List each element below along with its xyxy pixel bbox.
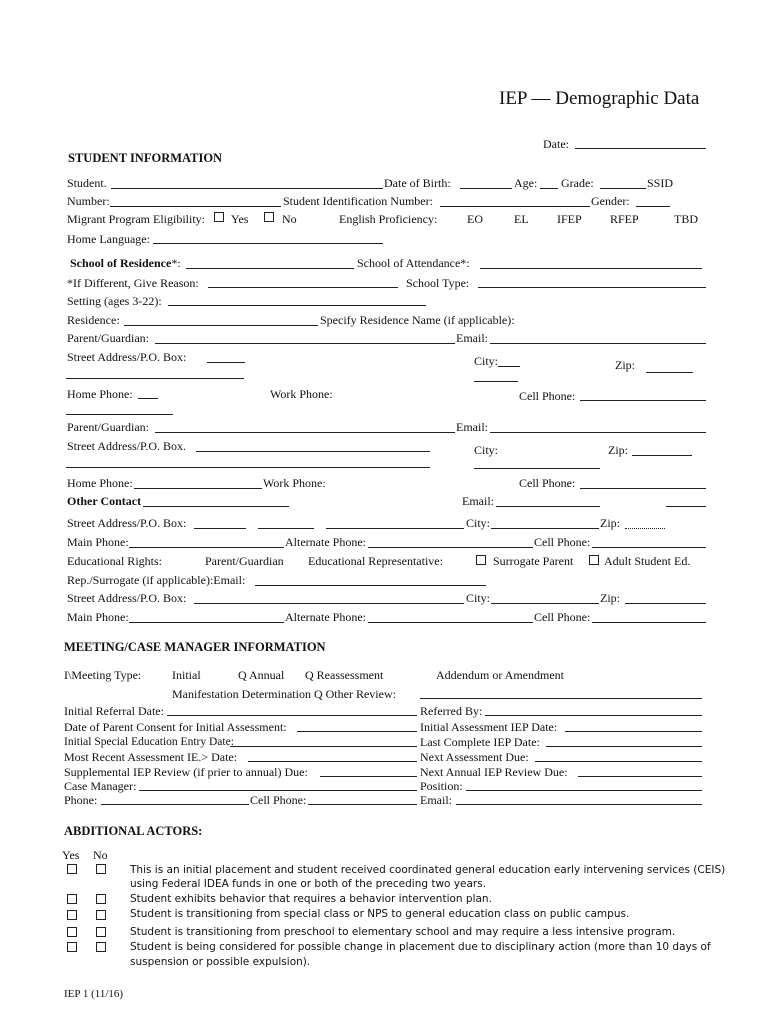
age-label: Age:: [514, 176, 538, 190]
student-info-heading: STUDENT INFORMATION: [68, 151, 223, 165]
main-phone-2-label: Main Phone:: [67, 610, 129, 624]
main-phone-1-field[interactable]: [129, 547, 284, 548]
rfep-option[interactable]: RFEP: [610, 212, 639, 226]
date-label: Date:: [543, 137, 569, 151]
student-field[interactable]: [111, 188, 383, 189]
main-phone-1-label: Main Phone:: [67, 535, 129, 549]
sid-field[interactable]: [440, 206, 590, 207]
student-label: Student.: [67, 176, 107, 190]
cell-phone-1-label: Cell Phone:: [519, 389, 576, 403]
manifestation-option[interactable]: Manifestation Determination Q Other Review:: [172, 687, 396, 701]
home-phone-1-field-line2[interactable]: [66, 414, 173, 415]
city-3-field[interactable]: [491, 528, 599, 529]
tbd-option[interactable]: TBD: [674, 212, 698, 226]
setting-field[interactable]: [168, 305, 426, 306]
work-phone-2-label: Work Phone:: [263, 476, 326, 490]
zip-2-field[interactable]: [632, 455, 692, 456]
reassessment-option[interactable]: Q Reassessment: [305, 668, 384, 682]
main-phone-2-field[interactable]: [129, 622, 284, 623]
grade-label: Grade:: [561, 176, 594, 190]
factor-1-text: This is an initial placement and student received coordinated general education early intervening services (CEIS): [130, 864, 726, 876]
phone-label: Phone:: [64, 793, 98, 807]
street-1-field-line2[interactable]: [66, 378, 244, 379]
home-language-field[interactable]: [153, 243, 383, 244]
case-manager-cell-field[interactable]: [308, 804, 417, 805]
parent-consent-field[interactable]: [297, 731, 417, 732]
case-manager-label: Case Manager:: [64, 779, 137, 793]
zip-3-label: Zip:: [600, 516, 620, 530]
cell-phone-3-field[interactable]: [592, 547, 706, 548]
factors-yes-header: Yes: [62, 848, 80, 862]
initial-iep-field[interactable]: [565, 731, 702, 732]
cell-phone-2-label: Cell Phone:: [519, 476, 576, 490]
school-residence-label: School of Residence*:: [70, 256, 181, 270]
date-field[interactable]: [575, 148, 706, 149]
school-residence-field[interactable]: [186, 268, 354, 269]
zip-4-label: Zip:: [600, 591, 620, 605]
alternate-phone-2-label: Alternate Phone:: [285, 610, 366, 624]
if-different-field[interactable]: [208, 287, 398, 288]
rep-surrogate-email-label: Rep./Surrogate (if applicable):Email:: [67, 573, 246, 587]
supplemental-label: Supplemental IEP Review (if prier to annual) Due:: [64, 765, 308, 779]
parent-guardian-2-field[interactable]: [155, 432, 455, 433]
dob-field[interactable]: [460, 188, 512, 189]
cell-phone-1-field[interactable]: [580, 400, 706, 401]
home-phone-2-label: Home Phone:: [67, 476, 133, 490]
street-2-label: Street Address/P.O. Box.: [67, 439, 187, 453]
next-annual-label: Next Annual IEP Review Due:: [420, 765, 568, 779]
zip-1-field[interactable]: [646, 372, 693, 373]
last-iep-label: Last Complete IEP Date:: [420, 735, 540, 749]
cell-phone-4-label: Cell Phone:: [534, 610, 591, 624]
school-type-label: School Type:: [406, 276, 470, 290]
surrogate-parent-label: Surrogate Parent: [493, 554, 574, 568]
last-iep-field[interactable]: [546, 746, 702, 747]
case-manager-email-field[interactable]: [456, 804, 702, 805]
other-email-field-2[interactable]: [666, 506, 706, 507]
cell-phone-4-field[interactable]: [592, 622, 706, 623]
position-field[interactable]: [466, 790, 702, 791]
sped-entry-field[interactable]: [230, 746, 417, 747]
street-4-field[interactable]: [194, 603, 464, 604]
gender-label: Gender:: [591, 194, 630, 208]
factor-4-no-checkbox[interactable]: [96, 927, 106, 937]
street-3-field-3[interactable]: [326, 528, 464, 529]
city-1-label: City:: [474, 354, 499, 368]
zip-4-field[interactable]: [625, 603, 706, 604]
case-manager-email-label: Email:: [420, 793, 452, 807]
alternate-phone-1-label: Alternate Phone:: [285, 535, 366, 549]
factors-heading: ABDITIONAL ACTORS:: [64, 824, 203, 838]
factor-5-yes-checkbox[interactable]: [67, 942, 77, 952]
migrant-no-checkbox[interactable]: [264, 212, 274, 222]
school-attendance-label: School of Attendance*:: [357, 256, 470, 270]
setting-label: Setting (ages 3-22):: [67, 294, 162, 308]
form-id: IEP 1 (11/16): [64, 988, 124, 1000]
street-3-field-2[interactable]: [258, 528, 314, 529]
school-type-field[interactable]: [478, 287, 706, 288]
parent-1-email-label: Email:: [456, 331, 488, 345]
english-proficiency-label: English Proficiency:: [339, 212, 438, 226]
street-1-label: Street Address/P.O. Box:: [67, 350, 187, 364]
ssid-label: SSID: [647, 176, 674, 190]
factor-1-no-checkbox[interactable]: [96, 864, 106, 874]
number-field[interactable]: [110, 206, 281, 207]
residence-label: Residence:: [67, 313, 120, 327]
page-title: IEP — Demographic Data: [499, 88, 700, 109]
specify-residence-label: Specify Residence Name (if applicable):: [320, 313, 515, 327]
age-field[interactable]: [540, 188, 558, 189]
zip-3-field[interactable]: [625, 528, 665, 529]
sid-label: Student Identification Number:: [283, 194, 433, 208]
parent-1-email-field[interactable]: [490, 343, 706, 344]
alternate-phone-1-field[interactable]: [368, 547, 533, 548]
initial-referral-label: Initial Referral Date:: [64, 704, 164, 718]
factor-2-text: Student exhibits behavior that requires a behavior intervention plan.: [130, 893, 492, 905]
zip-1-label: Zip:: [615, 358, 635, 372]
initial-referral-field[interactable]: [167, 715, 417, 716]
parent-guardian-1-field[interactable]: [155, 343, 455, 344]
recent-assessment-label: Most Recent Assessment IE.> Date:: [64, 750, 238, 764]
next-annual-field[interactable]: [578, 776, 702, 777]
factor-4-text: Student is transitioning from preschool to elementary school and may require a less intensive program.: [130, 926, 676, 938]
cell-phone-2-field[interactable]: [580, 488, 706, 489]
case-manager-cell-label: Cell Phone:: [250, 793, 307, 807]
street-2-field-line2[interactable]: [66, 467, 430, 468]
migrant-yes-checkbox[interactable]: [214, 212, 224, 222]
number-label: Number:: [67, 194, 110, 208]
parent-2-email-label: Email:: [456, 420, 488, 434]
parent-guardian-2-label: Parent/Guardian:: [67, 420, 149, 434]
parent-2-email-field[interactable]: [490, 432, 706, 433]
other-email-field[interactable]: [496, 506, 600, 507]
ed-rights-label: Educational Rights:: [67, 554, 162, 568]
street-3-label: Street Address/P.O. Box:: [67, 516, 187, 530]
referred-by-label: Referred By:: [420, 704, 483, 718]
migrant-yes-label: Yes: [231, 212, 249, 226]
other-contact-label: Other Contact: [67, 494, 142, 508]
home-language-label: Home Language:: [67, 232, 150, 246]
initial-option[interactable]: Initial: [172, 668, 201, 682]
adult-student-label: Adult Student Ed.: [604, 554, 691, 568]
alternate-phone-2-field[interactable]: [368, 622, 533, 623]
home-phone-1-label: Home Phone:: [67, 387, 133, 401]
case-manager-field[interactable]: [139, 790, 417, 791]
residence-field[interactable]: [124, 325, 318, 326]
surrogate-parent-checkbox[interactable]: [476, 555, 486, 565]
annual-option[interactable]: Q Annual: [238, 668, 285, 682]
next-assessment-field[interactable]: [535, 761, 702, 762]
city-4-label: City:: [466, 591, 491, 605]
adult-student-checkbox[interactable]: [589, 555, 599, 565]
factors-no-header: No: [93, 848, 108, 862]
position-label: Position:: [420, 779, 463, 793]
grade-field[interactable]: [600, 188, 646, 189]
other-review-field[interactable]: [420, 698, 702, 699]
work-phone-1-label: Work Phone:: [270, 387, 333, 401]
city-1-field[interactable]: [498, 366, 520, 367]
factor-3-no-checkbox[interactable]: [96, 910, 106, 920]
phone-field[interactable]: [101, 804, 249, 805]
factor-3-yes-checkbox[interactable]: [67, 910, 77, 920]
referred-by-field[interactable]: [485, 715, 702, 716]
home-phone-2-field[interactable]: [134, 488, 262, 489]
gender-field[interactable]: [636, 206, 670, 207]
supplemental-field[interactable]: [320, 776, 417, 777]
next-assessment-label: Next Assessment Due:: [420, 750, 529, 764]
street-3-field[interactable]: [194, 528, 246, 529]
parent-guardian-1-label: Parent/Guardian:: [67, 331, 149, 345]
factor-5-no-checkbox[interactable]: [96, 942, 106, 952]
school-attendance-field[interactable]: [480, 268, 702, 269]
addendum-option[interactable]: Addendum or Amendment: [436, 668, 564, 682]
ed-rep-label: Educational Representative:: [308, 554, 443, 568]
factor-1-yes-checkbox[interactable]: [67, 864, 77, 874]
city-2-field[interactable]: [474, 468, 600, 469]
street-4-label: Street Address/P.O. Box:: [67, 591, 187, 605]
factor-4-yes-checkbox[interactable]: [67, 927, 77, 937]
sped-entry-label: Initial Special Education Entry Date:: [64, 736, 234, 748]
recent-assessment-field[interactable]: [248, 761, 417, 762]
factor-5-text: Student is being considered for possible change in placement due to disciplinary action (more than 10 days of: [130, 941, 711, 953]
ifep-option[interactable]: IFEP: [557, 212, 582, 226]
meeting-heading: MEETING/CASE MANAGER INFORMATION: [64, 640, 326, 654]
cell-phone-3-label: Cell Phone:: [534, 535, 591, 549]
meeting-type-label: I\Meeting Type:: [64, 668, 142, 682]
if-different-label: *If Different, Give Reason:: [67, 276, 199, 290]
eo-option[interactable]: EO: [467, 212, 483, 226]
other-email-label: Email:: [462, 494, 494, 508]
other-contact-field[interactable]: [143, 506, 289, 507]
ed-rights-parent-option[interactable]: Parent/Guardian: [205, 554, 284, 568]
factor-2-no-checkbox[interactable]: [96, 894, 106, 904]
factor-2-yes-checkbox[interactable]: [67, 894, 77, 904]
zip-2-label: Zip:: [608, 443, 628, 457]
factor-1-text-cont: using Federal IDEA funds in one or both of the preceding two years.: [130, 878, 487, 890]
migrant-no-label: No: [282, 212, 297, 226]
migrant-label: Migrant Program Eligibility:: [67, 212, 205, 226]
parent-consent-label: Date of Parent Consent for Initial Assessment:: [64, 720, 287, 734]
city-1-field-line2[interactable]: [474, 381, 518, 382]
city-3-label: City:: [466, 516, 491, 530]
street-1-field[interactable]: [207, 362, 245, 363]
initial-iep-label: Initial Assessment IEP Date:: [420, 720, 558, 734]
city-2-label: City:: [474, 443, 499, 457]
city-4-field[interactable]: [491, 603, 599, 604]
dob-label: Date of Birth:: [384, 176, 451, 190]
factor-3-text: Student is transitioning from special class or NPS to general education class on public campus.: [130, 908, 630, 920]
rep-surrogate-email-field[interactable]: [255, 585, 486, 586]
el-option[interactable]: EL: [514, 212, 529, 226]
factor-5-text-cont: suspension or possible expulsion).: [130, 956, 311, 968]
home-phone-1-field[interactable]: [138, 398, 158, 399]
street-2-field[interactable]: [196, 451, 430, 452]
